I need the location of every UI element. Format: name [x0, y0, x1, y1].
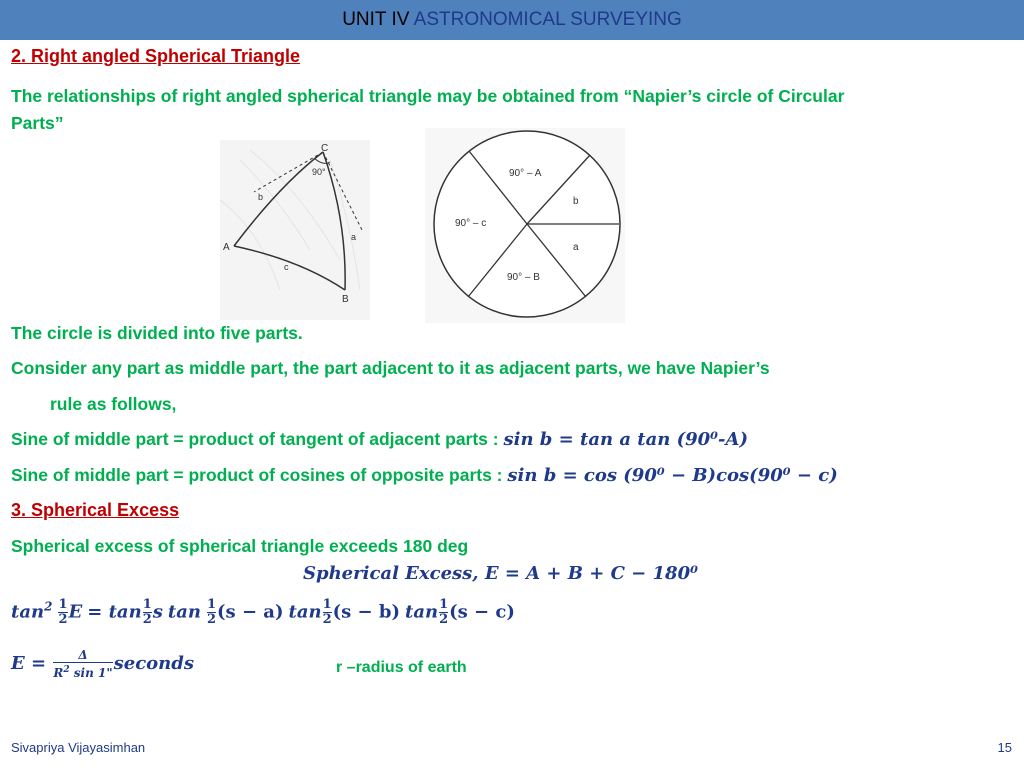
section3-line1: Spherical excess of spherical triangle exceeds 180 deg: [11, 536, 469, 556]
napier-part-right-top: b: [573, 196, 579, 207]
radius-note: r –radius of earth: [336, 659, 467, 676]
rule1: [11, 429, 748, 450]
section2-intro-line1: The relationships of right angled spherical triangle may be obtained from “Napier’s circle of Circular: [11, 86, 845, 106]
body-line1: The circle is divided into five parts.: [11, 323, 303, 343]
excess-seconds-formula: E = $\frac{\Delta}{R^2 \sin 1"}$ seconds: [11, 648, 194, 680]
section3-heading: 3. Spherical Excess: [11, 500, 180, 520]
spherical-triangle-figure: [220, 140, 370, 320]
triangle-label-b-vertex: B: [342, 294, 349, 305]
triangle-label-side-a: a: [351, 232, 357, 242]
slide-title-bar: [0, 0, 1024, 40]
triangle-label-side-b: b: [258, 192, 264, 202]
spherical-excess-formula: Spherical Excess, E = A + B + C − 180⁰: [303, 563, 698, 584]
body-line3: rule as follows,: [50, 394, 177, 414]
triangle-label-c-vertex: C: [321, 143, 329, 154]
triangle-label-side-c: c: [284, 262, 289, 272]
triangle-label-angle: 90°: [312, 167, 326, 177]
footer-author: Sivapriya Vijayasimhan: [11, 740, 146, 755]
slide-title-topic: ASTRONOMICAL SURVEYING: [413, 9, 682, 30]
rule2: [11, 465, 838, 486]
slide-title-unit: UNIT IV: [342, 9, 410, 30]
rule2-formula: sin b = cos (90⁰ − B)cos(90⁰ − c): [507, 465, 838, 486]
body-line2: Consider any part as middle part, the part adjacent to it as adjacent parts, we have Napier’s: [11, 358, 770, 378]
section2-heading: 2. Right angled Spherical Triangle: [11, 46, 301, 66]
napier-circle-figure: [425, 128, 625, 323]
tan-half-excess-formula: $\tan^2$ $\frac{1}{2}$ E = tan $\frac{1}{2}$ s tan $\frac{1}{2}$ (s − a) tan $\frac{1}{2}$ (s − b) tan $\frac{1}{2}$ (s − c): [11, 597, 515, 627]
section2-intro-line2: Parts”: [11, 113, 64, 133]
triangle-label-a-vertex: A: [223, 242, 230, 253]
rule2-text: Sine of middle part = product of cosines of opposite parts :: [11, 465, 503, 485]
rule1-formula: sin b = tan a tan (90⁰-A): [503, 429, 749, 450]
rule1-text: Sine of middle part = product of tangent of adjacent parts :: [11, 429, 499, 449]
page-number: 15: [997, 740, 1012, 755]
napier-part-right-bottom: a: [573, 242, 579, 253]
napier-part-bottom: 90° – B: [507, 272, 540, 283]
napier-part-left: 90° – c: [455, 218, 487, 229]
napier-part-top: 90° – A: [509, 168, 542, 179]
